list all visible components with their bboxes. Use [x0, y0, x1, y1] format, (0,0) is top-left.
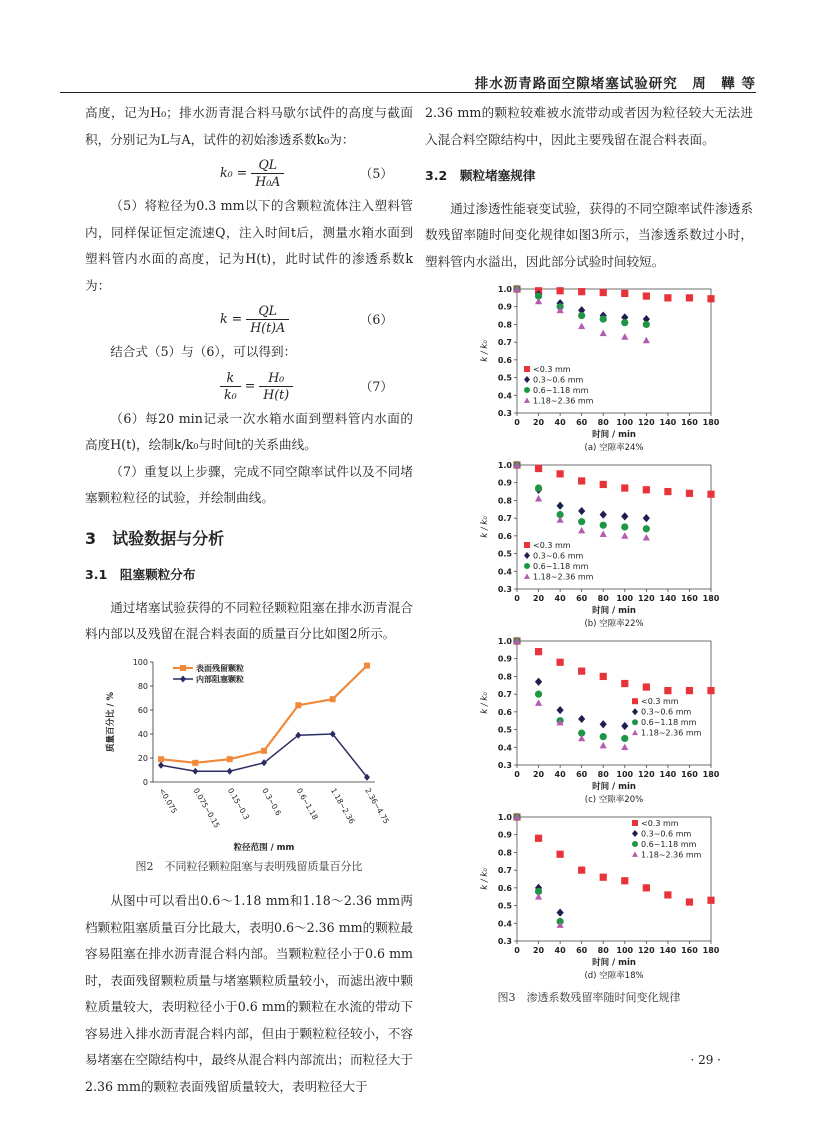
- data-point-square: [664, 488, 671, 495]
- legend-label: 0.3~0.6 mm: [641, 707, 692, 717]
- data-point-diamond: [192, 767, 198, 774]
- data-point-square: [227, 756, 233, 762]
- x-tick-label: 120: [637, 418, 655, 427]
- data-point-square: [707, 295, 714, 302]
- x-tick-label: 0: [514, 770, 520, 779]
- y-tick-label: 0.5: [497, 373, 512, 383]
- data-point-circle: [578, 518, 585, 525]
- panel-subtitle: (b) 空隙率22%: [584, 619, 644, 629]
- data-point-square: [686, 898, 693, 905]
- subsection-heading: 3.1 阻塞颗粒分布: [85, 567, 196, 582]
- data-point-triangle: [643, 534, 650, 540]
- y-tick-label: 0.4: [497, 391, 512, 401]
- x-tick-label: 60: [576, 770, 588, 779]
- data-point-diamond: [557, 909, 564, 917]
- x-tick-label: 0.3~0.6: [260, 786, 284, 817]
- data-point-square: [664, 294, 671, 301]
- figure-3-panel: [449, 281, 729, 457]
- data-point-circle: [524, 563, 530, 569]
- legend-label: 0.3~0.6 mm: [533, 551, 584, 561]
- data-point-triangle: [535, 893, 542, 899]
- data-point-diamond: [632, 708, 638, 715]
- x-tick-label: 0.075~0.15: [191, 786, 222, 830]
- y-tick-label: 0.7: [497, 690, 512, 700]
- data-point-circle: [621, 735, 628, 742]
- legend-label: 0.6~1.18 mm: [533, 386, 589, 395]
- y-tick-label: 1.0: [497, 461, 512, 470]
- data-point-square: [632, 698, 638, 704]
- data-point-square: [643, 292, 650, 299]
- paragraph: （5）将粒径为0.3 mm以下的含颗粒流体注入塑料管内，同样保证恒定流速Q，注入时间t后，测量水箱水面到塑料管内水面的高度，记为H(t)，此时试件的渗透系数k为：: [85, 198, 413, 293]
- subsection-heading: 3.2 颗粒堵塞规律: [425, 168, 536, 183]
- x-tick-label: 60: [576, 594, 588, 603]
- x-tick-label: 40: [554, 946, 566, 955]
- y-tick-label: 0.4: [497, 567, 512, 577]
- y-axis-label: k / k₀: [480, 516, 490, 538]
- data-point-square: [664, 687, 671, 694]
- panel-subtitle: (c) 空隙率20%: [584, 795, 644, 805]
- data-point-square: [686, 294, 693, 301]
- data-point-square: [621, 290, 628, 297]
- data-point-diamond: [180, 675, 186, 682]
- x-axis-label: 时间 / min: [592, 606, 636, 616]
- y-axis-label: k / k₀: [480, 692, 490, 714]
- page-number: · 29 ·: [690, 1053, 721, 1067]
- data-point-square: [643, 884, 650, 891]
- data-point-triangle: [535, 298, 542, 304]
- data-point-triangle: [557, 516, 564, 522]
- x-tick-label: 100: [616, 594, 634, 603]
- y-tick-label: 80: [137, 681, 148, 691]
- data-point-square: [578, 668, 585, 675]
- x-tick-label: 40: [554, 770, 566, 779]
- data-point-triangle: [600, 330, 607, 336]
- x-tick-label: 0.15~0.3: [225, 786, 252, 821]
- x-tick-label: <0.075: [157, 786, 179, 815]
- figure-2-caption: 图2 不同粒径颗粒阻塞与表明残留质量百分比: [135, 859, 363, 873]
- legend-label: <0.3 mm: [533, 365, 571, 374]
- x-tick-label: 20: [532, 418, 545, 427]
- data-point-square: [557, 659, 564, 666]
- data-point-circle: [632, 719, 638, 725]
- x-tick-label: 100: [616, 946, 634, 955]
- legend-marker: [180, 665, 186, 671]
- x-tick-label: 20: [532, 770, 545, 779]
- data-point-circle: [643, 525, 650, 532]
- legend-label: 0.6~1.18 mm: [533, 562, 589, 571]
- y-tick-label: 0.8: [497, 320, 512, 330]
- data-point-square: [643, 683, 650, 690]
- equation-5: k₀ = $\frac{QL}{\text{H₀A}}$ （5）: [220, 157, 393, 189]
- figure-3-panel: [449, 633, 729, 809]
- data-point-square: [600, 481, 607, 488]
- data-point-circle: [524, 387, 530, 393]
- data-point-circle: [643, 321, 650, 328]
- legend-label: 1.18~2.36 mm: [641, 850, 702, 860]
- data-point-triangle: [535, 495, 542, 501]
- data-point-square: [557, 470, 564, 477]
- data-point-diamond: [524, 552, 530, 559]
- data-point-square: [524, 366, 530, 372]
- x-tick-label: 2.36~4.75: [363, 786, 391, 825]
- data-point-diamond: [535, 678, 542, 686]
- x-tick-label: 120: [637, 770, 655, 779]
- x-axis-label: 粒径范围 / mm: [233, 842, 295, 853]
- y-tick-label: 0.3: [497, 761, 512, 770]
- paragraph: （7）重复以上步骤，完成不同空隙率试件以及不同堵塞颗粒粒径的试验，并绘制曲线。: [85, 463, 413, 505]
- legend-label: 0.3~0.6 mm: [533, 375, 584, 385]
- data-point-square: [600, 673, 607, 680]
- data-point-diamond: [158, 761, 164, 768]
- data-point-triangle: [578, 735, 585, 741]
- y-tick-label: 0.4: [497, 743, 512, 753]
- data-point-triangle: [621, 333, 628, 339]
- data-point-triangle: [643, 337, 650, 343]
- data-point-square: [330, 696, 336, 702]
- y-tick-label: 0: [142, 777, 148, 787]
- data-point-square: [578, 867, 585, 874]
- left-column: [85, 100, 413, 1100]
- equation-6: k = $\frac{QL}{H(t)A}$ （6）: [220, 303, 393, 335]
- x-axis-label: 时间 / min: [592, 782, 636, 792]
- section-heading: 3 试验数据与分析: [85, 528, 225, 548]
- y-tick-label: 0.6: [497, 355, 512, 365]
- x-tick-label: 60: [576, 418, 588, 427]
- y-tick-label: 0.5: [497, 725, 512, 735]
- data-point-diamond: [621, 722, 628, 730]
- data-point-square: [578, 477, 585, 484]
- data-point-diamond: [600, 720, 607, 728]
- legend-label: <0.3 mm: [641, 819, 679, 828]
- y-tick-label: 0.9: [497, 830, 512, 840]
- x-tick-label: 180: [702, 418, 720, 427]
- x-tick-label: 180: [702, 770, 720, 779]
- x-tick-label: 140: [659, 594, 677, 603]
- data-point-circle: [600, 522, 607, 529]
- x-tick-label: 100: [616, 418, 634, 427]
- legend-label: 0.6~1.18 mm: [641, 718, 697, 728]
- y-tick-label: 0.9: [497, 654, 512, 664]
- figure-3-caption: 图3 渗透系数残留率随时间变化规律: [497, 991, 681, 1004]
- data-point-triangle: [524, 574, 530, 579]
- data-point-square: [707, 897, 714, 904]
- x-tick-label: 40: [554, 418, 566, 427]
- y-tick-label: 0.6: [497, 707, 512, 717]
- panel-subtitle: (a) 空隙率24%: [584, 443, 644, 453]
- data-point-circle: [535, 484, 542, 491]
- figure-3-panel: [449, 457, 729, 633]
- x-tick-label: 20: [532, 946, 545, 955]
- x-tick-label: 140: [659, 418, 677, 427]
- y-tick-label: 0.8: [497, 848, 512, 858]
- y-tick-label: 0.5: [497, 549, 512, 559]
- x-tick-label: 0: [514, 594, 520, 603]
- data-point-square: [686, 687, 693, 694]
- data-point-square: [643, 486, 650, 493]
- legend-label: 内部阻塞颗粒: [196, 674, 244, 684]
- data-point-circle: [632, 841, 638, 847]
- data-point-circle: [578, 312, 585, 319]
- data-point-triangle: [621, 744, 628, 750]
- paragraph: 结合式（5）与（6），可以得到：: [110, 344, 297, 359]
- y-tick-label: 60: [137, 705, 148, 715]
- data-point-triangle: [600, 530, 607, 536]
- data-point-diamond: [600, 511, 607, 519]
- y-tick-label: 1.0: [497, 813, 512, 822]
- data-point-triangle: [621, 532, 628, 538]
- data-point-diamond: [524, 376, 530, 383]
- y-tick-label: 0.3: [497, 409, 512, 418]
- series-line: [161, 734, 367, 777]
- data-point-square: [261, 747, 267, 753]
- data-point-circle: [600, 316, 607, 323]
- x-axis-label: 时间 / min: [592, 958, 636, 968]
- x-tick-label: 1.18~2.36: [328, 786, 357, 825]
- paragraph: 2.36 mm的颗粒较难被水流带动或者因为粒径较大无法进入混合料空隙结构中，因此主要残留在混合料表面。: [425, 105, 753, 147]
- x-tick-label: 0: [514, 418, 520, 427]
- right-column: [425, 100, 753, 1012]
- legend-label: <0.3 mm: [533, 541, 571, 550]
- x-tick-label: 160: [681, 946, 698, 955]
- data-point-square: [535, 465, 542, 472]
- y-tick-label: 40: [137, 729, 148, 739]
- x-tick-label: 180: [702, 946, 720, 955]
- data-point-triangle: [632, 730, 638, 735]
- data-point-diamond: [643, 514, 650, 522]
- legend-label: 0.3~0.6 mm: [641, 829, 692, 839]
- paragraph: （6）每20 min记录一次水箱水面到塑料管内水面的高度H(t)，绘制k/k₀与时间t的关系曲线。: [85, 410, 413, 452]
- data-point-square: [578, 288, 585, 295]
- y-tick-label: 20: [137, 753, 148, 763]
- data-point-square: [600, 874, 607, 881]
- x-tick-label: 180: [702, 594, 720, 603]
- data-point-triangle: [535, 699, 542, 705]
- panel-subtitle: (d) 空隙率18%: [584, 971, 644, 981]
- y-tick-label: 0.7: [497, 866, 512, 876]
- x-tick-label: 140: [659, 946, 677, 955]
- y-tick-label: 0.6: [497, 883, 512, 893]
- data-point-circle: [600, 733, 607, 740]
- y-tick-label: 0.7: [497, 514, 512, 524]
- data-point-diamond: [621, 512, 628, 520]
- data-point-diamond: [632, 830, 638, 837]
- y-tick-label: 1.0: [497, 285, 512, 294]
- x-tick-label: 120: [637, 946, 655, 955]
- equation-7: $\frac{k}{\text{k₀}}$ = $\frac{\text{H₀}}{H(t)}$ （7）: [85, 366, 413, 406]
- x-tick-label: 0: [514, 946, 520, 955]
- paragraph: 从图中可以看出0.6～1.18 mm和1.18～2.36 mm两档颗粒阻塞质量百分比最大，表明0.6～2.36 mm的颗粒最容易阻塞在排水沥青混合料内部。当颗粒粒径小于0.6 mm时，表面残留颗粒质量与堵塞颗粒质量较小，而滤出液中颗粒质量较大，表明粒径小于0.6 mm的颗粒在水流的带动下容易进入排水沥青混合料内部，但由于颗粒粒径较小，不容易堵塞在空隙结构中，最终从混合料内部流出；而粒径大于2.36 mm的颗粒表面残留质量较大，表明粒径大于: [85, 893, 413, 1094]
- y-axis-label: k / k₀: [480, 340, 490, 362]
- x-tick-label: 80: [597, 770, 609, 779]
- data-point-square: [364, 662, 370, 668]
- y-axis-label: 质量百分比 / %: [106, 691, 116, 752]
- paragraph: 通过堵塞试验获得的不同粒径颗粒阻塞在排水沥青混合料内部以及残留在混合料表面的质量百分比如图2所示。: [85, 599, 413, 641]
- data-point-circle: [621, 319, 628, 326]
- running-header: [60, 72, 756, 93]
- y-tick-label: 100: [132, 657, 148, 667]
- figure-2-chart: [85, 654, 413, 854]
- y-tick-label: 0.7: [497, 338, 512, 348]
- y-tick-label: 0.9: [497, 478, 512, 488]
- data-point-square: [621, 877, 628, 884]
- y-tick-label: 0.5: [497, 901, 512, 911]
- legend-label: <0.3 mm: [641, 697, 679, 707]
- data-point-triangle: [600, 742, 607, 748]
- x-axis-label: 时间 / min: [592, 430, 636, 440]
- x-tick-label: 100: [616, 770, 634, 779]
- data-point-square: [707, 687, 714, 694]
- x-tick-label: 20: [532, 594, 545, 603]
- legend-label: 1.18~2.36 mm: [533, 396, 594, 406]
- legend-label: 0.6~1.18 mm: [641, 840, 697, 849]
- data-point-square: [524, 542, 530, 548]
- y-tick-label: 0.9: [497, 302, 512, 312]
- x-tick-label: 160: [681, 418, 698, 427]
- figure-3-panel: [449, 809, 729, 985]
- data-point-square: [664, 891, 671, 898]
- data-point-square: [707, 491, 714, 498]
- x-tick-label: 160: [681, 594, 698, 603]
- data-point-square: [295, 702, 301, 708]
- x-tick-label: 40: [554, 594, 566, 603]
- data-point-square: [621, 484, 628, 491]
- data-point-square: [621, 680, 628, 687]
- data-point-triangle: [524, 398, 530, 403]
- data-point-triangle: [578, 527, 585, 533]
- x-tick-label: 80: [597, 418, 609, 427]
- data-point-square: [557, 287, 564, 294]
- y-tick-label: 0.3: [497, 937, 512, 946]
- data-point-triangle: [632, 852, 638, 857]
- x-tick-label: 120: [637, 594, 655, 603]
- y-tick-label: 0.8: [497, 672, 512, 682]
- plot-frame: [517, 641, 711, 765]
- y-tick-label: 0.4: [497, 919, 512, 929]
- data-point-square: [192, 759, 198, 765]
- x-tick-label: 160: [681, 770, 698, 779]
- legend-label: 1.18~2.36 mm: [641, 728, 702, 738]
- data-point-square: [632, 820, 638, 826]
- data-point-triangle: [578, 323, 585, 329]
- y-axis-label: k / k₀: [480, 868, 490, 890]
- x-tick-label: 80: [597, 946, 609, 955]
- paragraph: 高度，记为H₀；排水沥青混合料马歇尔试件的高度与截面积，分别记为L与A，试件的初始渗透系数k₀为：: [85, 105, 413, 147]
- data-point-square: [535, 648, 542, 655]
- data-point-diamond: [557, 502, 564, 510]
- x-tick-label: 140: [659, 770, 677, 779]
- paragraph: 通过渗透性能衰变试验，获得的不同空隙率试件渗透系数残留率随时间变化规律如图3所示，当渗透系数过小时，塑料管内水溢出，因此部分试验时间较短。: [425, 200, 753, 269]
- data-point-square: [557, 851, 564, 858]
- data-point-circle: [535, 691, 542, 698]
- y-tick-label: 0.3: [497, 585, 512, 594]
- data-point-diamond: [578, 507, 585, 515]
- data-point-diamond: [557, 706, 564, 714]
- y-tick-label: 0.6: [497, 531, 512, 541]
- y-tick-label: 0.8: [497, 496, 512, 506]
- figure-3-panels: [425, 281, 753, 985]
- data-point-square: [686, 490, 693, 497]
- data-point-square: [158, 756, 164, 762]
- x-tick-label: 80: [597, 594, 609, 603]
- data-point-diamond: [578, 715, 585, 723]
- data-point-circle: [621, 523, 628, 530]
- data-point-square: [535, 835, 542, 842]
- data-point-square: [600, 289, 607, 296]
- x-tick-label: 0.6~1.18: [294, 786, 320, 821]
- data-point-diamond: [227, 767, 233, 774]
- x-tick-label: 60: [576, 946, 588, 955]
- y-tick-label: 1.0: [497, 637, 512, 646]
- running-title: 排水沥青路面空隙堵塞试验研究 周 鞾 等: [474, 76, 756, 92]
- legend-label: 1.18~2.36 mm: [533, 572, 594, 582]
- legend-label: 表面残留颗粒: [196, 663, 244, 673]
